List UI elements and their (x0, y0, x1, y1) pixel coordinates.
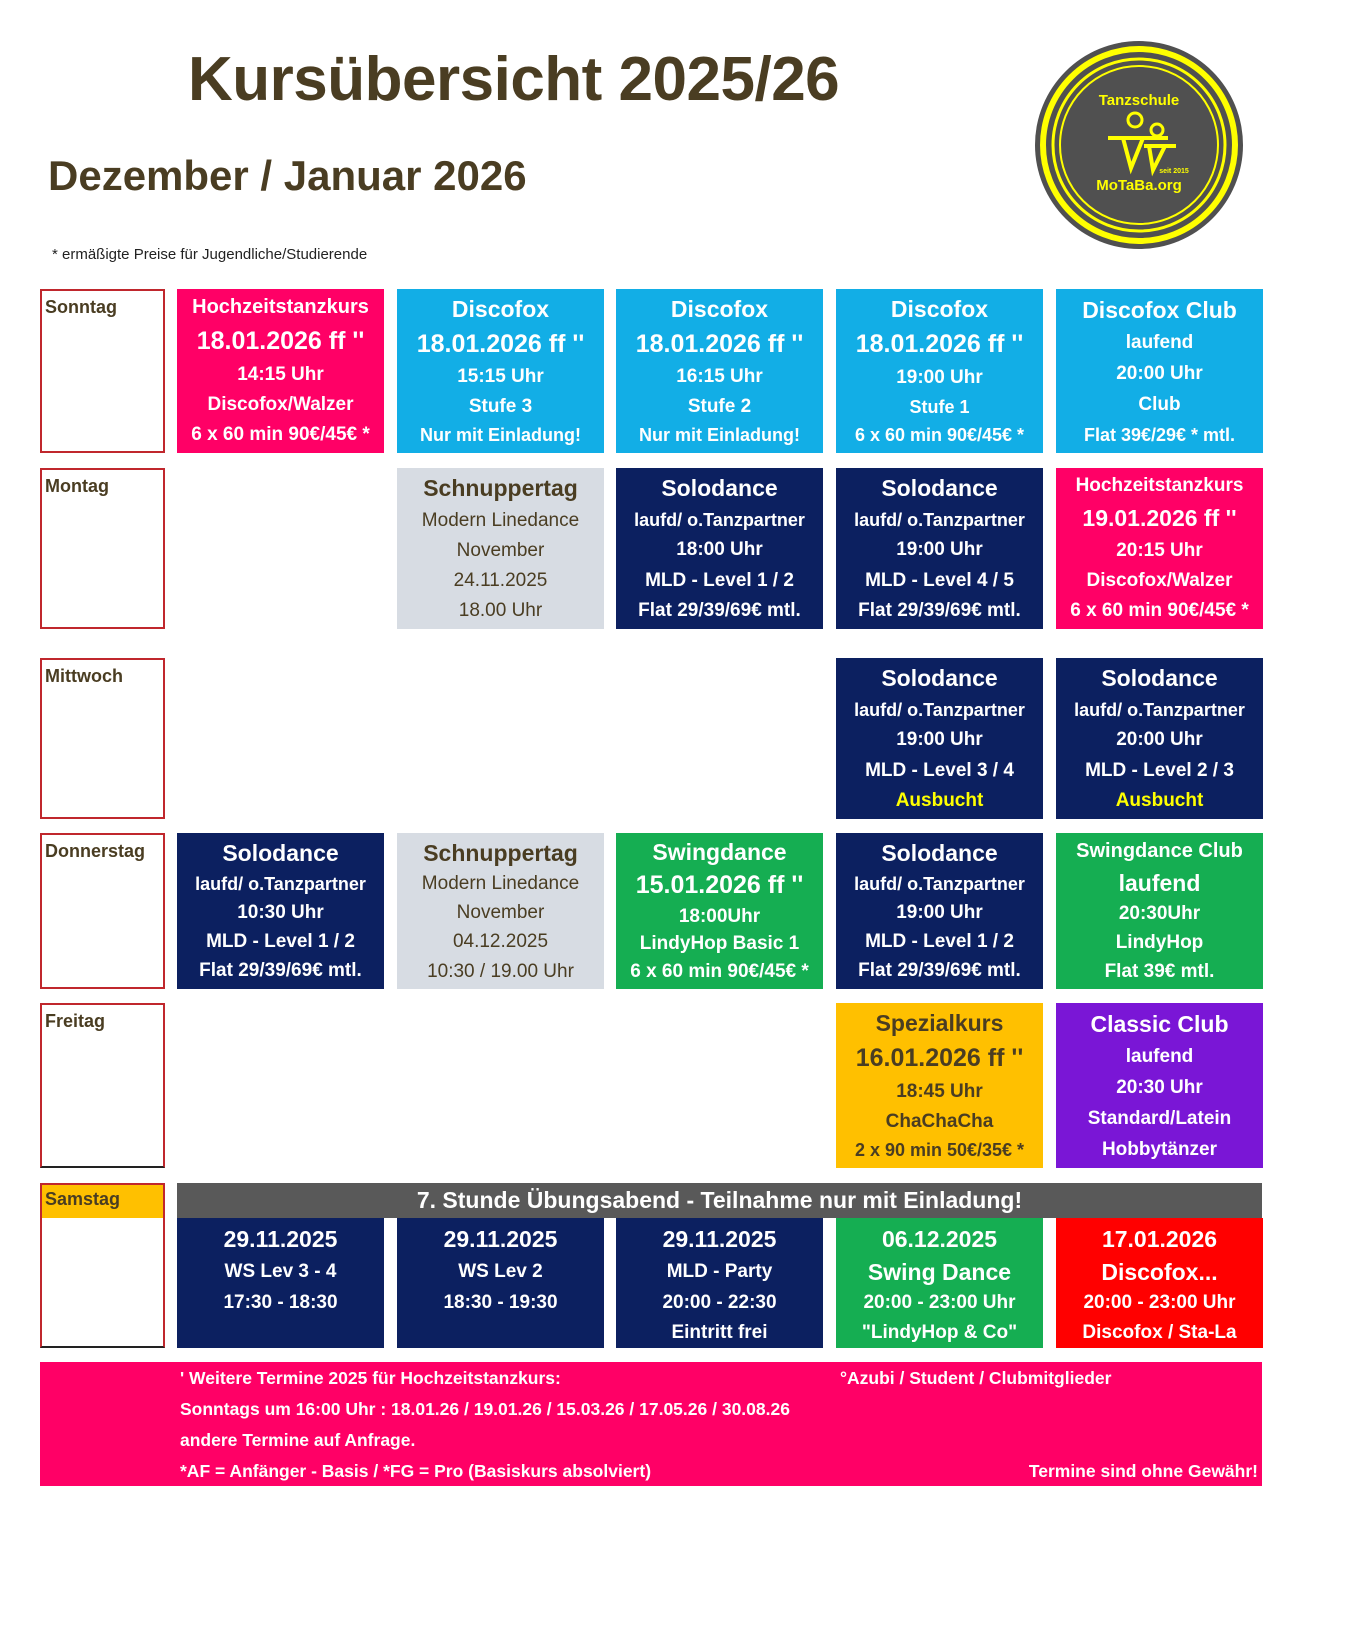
course-subtitle: laufd/ o.Tanzpartner (854, 510, 1025, 531)
course-date: 04.12.2025 (452, 931, 549, 953)
event-date: 29.11.2025 (443, 1226, 558, 1252)
course-title: Solodance (881, 665, 998, 692)
course-subtitle: laufd/ o.Tanzpartner (634, 510, 805, 531)
course-level: LindyHop Basic 1 (639, 933, 800, 955)
course-time: 10:30 Uhr (237, 901, 324, 923)
course-title: Solodance (1101, 665, 1218, 692)
course-time: 19:00 Uhr (896, 729, 983, 751)
course-style: Discofox/Walzer (207, 394, 354, 416)
course-date: 15.01.2026 ff '' (635, 871, 804, 900)
svg-text:Tanzschule: Tanzschule (1098, 92, 1180, 109)
event-swing-dance (836, 1218, 1043, 1348)
course-date: 18.01.2026 ff '' (196, 327, 365, 356)
course-time: 20:30 Uhr (1116, 1076, 1203, 1098)
event-ws-lev-3-4 (177, 1218, 384, 1348)
course-classic-club (1056, 1003, 1263, 1168)
day-montag (40, 468, 165, 629)
course-title: Swingdance Club (1076, 839, 1243, 862)
course-title: Hochzeitstanzkurs (1075, 475, 1244, 497)
footer-level-legend: *AF = Anfänger - Basis / *FG = Pro (Basiskurs absolviert) (180, 1461, 652, 1481)
event-title: MLD - Party (666, 1261, 773, 1282)
event-note: "LindyHop & Co" (861, 1322, 1018, 1343)
course-status: laufend (1125, 1045, 1194, 1067)
footer-on-request: andere Termine auf Anfrage. (180, 1430, 416, 1450)
course-time: 19:00 Uhr (896, 366, 983, 388)
practice-evening-banner: 7. Stunde Übungsabend - Teilnahme nur mit Einladung! (177, 1183, 1262, 1218)
course-solodance-mittwoch-1900 (836, 658, 1043, 819)
course-style: Modern Linedance (421, 509, 580, 531)
course-level: MLD - Level 1 / 2 (645, 569, 794, 591)
course-solodance-montag-1800 (616, 468, 823, 629)
logo (1031, 40, 1247, 250)
course-title: Discofox Club (1082, 296, 1237, 323)
course-time: 15:15 Uhr (457, 366, 544, 388)
course-schnuppertag-montag (397, 468, 604, 629)
course-solodance-donnerstag-1030 (177, 833, 384, 989)
course-solodance-mittwoch-2000 (1056, 658, 1263, 819)
event-time: 20:00 - 23:00 Uhr (863, 1292, 1016, 1313)
day-label: Samstag (42, 1185, 163, 1218)
course-solodance-montag-1900 (836, 468, 1043, 629)
course-price: Flat 29/39/69€ mtl. (199, 960, 362, 982)
footer-notes (40, 1362, 1262, 1486)
event-time: 20:00 - 23:00 Uhr (1083, 1292, 1236, 1313)
course-discofox-club (1056, 289, 1263, 453)
svg-text:MoTaBa.org: MoTaBa.org (1096, 177, 1182, 194)
course-price: 6 x 60 min 90€/45€ * (630, 961, 809, 983)
course-title: Swingdance (652, 838, 787, 865)
course-date: 19.01.2026 ff '' (1082, 505, 1237, 532)
course-title: Solodance (661, 475, 778, 502)
course-time: 16:15 Uhr (676, 366, 763, 388)
course-date: 24.11.2025 (453, 569, 548, 591)
page-title: Kursübersicht 2025/26 (188, 45, 840, 114)
course-level: MLD - Level 4 / 5 (865, 569, 1014, 591)
course-price: 6 x 60 min 90€/45€ * (191, 424, 370, 446)
course-time: 14:15 Uhr (237, 364, 324, 386)
course-date: 18.01.2026 ff '' (635, 329, 804, 358)
course-time: 20:00 Uhr (1116, 729, 1203, 751)
course-title: Solodance (881, 475, 998, 502)
course-solodance-donnerstag-1900 (836, 833, 1043, 989)
course-discofox-stufe2 (616, 289, 823, 453)
footer-disclaimer: Termine sind ohne Gewähr! (1028, 1461, 1258, 1481)
course-time: 20:30Uhr (1118, 902, 1201, 924)
course-style: ChaChaCha (885, 1110, 994, 1132)
event-title: WS Lev 2 (458, 1261, 543, 1282)
course-month: November (456, 902, 545, 924)
event-date: 29.11.2025 (223, 1226, 338, 1252)
course-price: Flat 29/39/69€ mtl. (858, 960, 1021, 982)
course-subtitle: laufd/ o.Tanzpartner (854, 873, 1025, 894)
course-price: 2 x 90 min 50€/35€ * (854, 1140, 1025, 1161)
course-level: MLD - Level 1 / 2 (865, 931, 1014, 953)
event-discofox (1056, 1218, 1263, 1348)
course-price: 6 x 60 min 90€/45€ * (1070, 600, 1249, 622)
course-hochzeitstanzkurs-montag (1056, 468, 1263, 629)
course-discofox-stufe3 (397, 289, 604, 453)
course-style: Modern Linedance (421, 873, 580, 895)
course-time: 18.00 Uhr (458, 600, 543, 622)
course-level: MLD - Level 1 / 2 (206, 931, 355, 953)
course-time: 19:00 Uhr (896, 539, 983, 561)
footer-discount-note: °Azubi / Student / Clubmitglieder (840, 1368, 1112, 1388)
course-title: Discofox (451, 295, 550, 322)
course-level: Stufe 3 (468, 395, 533, 417)
course-price: Flat 29/39/69€ mtl. (858, 599, 1021, 621)
day-label: Sonntag (45, 297, 117, 317)
course-price: Flat 39€/29€ * mtl. (1083, 424, 1236, 445)
event-note: Discofox / Sta-La (1082, 1322, 1237, 1343)
course-price: 6 x 60 min 90€/45€ * (854, 425, 1025, 446)
course-hochzeitstanzkurs-sonntag (177, 289, 384, 453)
course-status: laufend (1118, 869, 1201, 896)
sold-out-badge: Ausbucht (895, 789, 984, 811)
day-sonntag (40, 289, 165, 453)
sold-out-badge: Ausbucht (1115, 789, 1204, 811)
day-label: Freitag (45, 1011, 106, 1031)
course-title: Schnuppertag (423, 839, 578, 866)
event-ws-lev-2 (397, 1218, 604, 1348)
event-title: WS Lev 3 - 4 (224, 1261, 337, 1282)
course-discofox-stufe1 (836, 289, 1043, 453)
day-samstag (40, 1183, 165, 1348)
course-price: Flat 39€ mtl. (1104, 960, 1215, 982)
course-time: 18:00 Uhr (676, 539, 763, 561)
course-level: Stufe 2 (687, 395, 752, 417)
page-subtitle: Dezember / Januar 2026 (48, 152, 527, 199)
course-swingdance (616, 833, 823, 989)
day-donnerstag (40, 833, 165, 989)
event-date: 29.11.2025 (662, 1226, 777, 1252)
day-label: Montag (45, 476, 109, 496)
course-level: MLD - Level 3 / 4 (865, 759, 1014, 781)
course-title: Schnuppertag (423, 475, 578, 502)
course-time: 10:30 / 19.00 Uhr (427, 960, 574, 982)
course-title: Hochzeitstanzkurs (192, 296, 369, 319)
course-style: Standard/Latein (1087, 1107, 1232, 1129)
course-schnuppertag-donnerstag (397, 833, 604, 989)
course-time: 19:00 Uhr (896, 901, 983, 923)
event-mld-party (616, 1218, 823, 1348)
price-note: * ermäßigte Preise für Jugendliche/Studierende (52, 246, 368, 263)
course-time: 20:00 Uhr (1116, 362, 1203, 384)
day-freitag (40, 1003, 165, 1168)
event-note: Eintritt frei (671, 1322, 768, 1343)
day-label: Donnerstag (45, 841, 146, 861)
course-date: 18.01.2026 ff '' (416, 329, 585, 358)
course-swingdance-club (1056, 833, 1263, 989)
day-label: Mittwoch (45, 666, 123, 686)
course-time: 20:15 Uhr (1116, 539, 1203, 561)
course-audience: Hobbytänzer (1101, 1138, 1218, 1160)
course-style: LindyHop (1115, 931, 1204, 953)
course-title: Discofox (890, 295, 989, 322)
course-date: 18.01.2026 ff '' (855, 330, 1024, 359)
course-title: Discofox (670, 295, 769, 322)
course-status: laufend (1125, 332, 1194, 354)
course-level: MLD - Level 2 / 3 (1085, 759, 1234, 781)
event-time: 18:30 - 19:30 (443, 1292, 558, 1313)
svg-text:seit 2015: seit 2015 (1159, 168, 1189, 175)
course-note: Nur mit Einladung! (639, 425, 800, 446)
course-level: Club (1138, 393, 1181, 415)
course-time: 18:00Uhr (678, 905, 761, 927)
course-subtitle: laufd/ o.Tanzpartner (195, 873, 366, 894)
footer-wedding-dates: Sonntags um 16:00 Uhr : 18.01.26 / 19.01.26 / 15.03.26 / 17.05.26 / 30.08.26 (180, 1399, 790, 1419)
course-title: Solodance (881, 839, 998, 866)
event-title: Discofox... (1101, 1259, 1218, 1285)
dancers-logo-icon (1031, 40, 1247, 250)
course-month: November (456, 539, 545, 561)
event-date: 06.12.2025 (881, 1226, 998, 1252)
footer-wedding-dates-heading: ' Weitere Termine 2025 für Hochzeitstanzkurs: (180, 1368, 561, 1388)
event-title: Swing Dance (867, 1259, 1012, 1285)
course-subtitle: laufd/ o.Tanzpartner (1074, 700, 1245, 721)
course-title: Solodance (222, 839, 339, 866)
course-date: 16.01.2026 ff '' (855, 1044, 1024, 1073)
day-mittwoch (40, 658, 165, 819)
event-date: 17.01.2026 (1101, 1226, 1218, 1252)
course-time: 18:45 Uhr (896, 1080, 983, 1102)
course-subtitle: laufd/ o.Tanzpartner (854, 700, 1025, 721)
course-note: Nur mit Einladung! (420, 425, 581, 446)
event-time: 20:00 - 22:30 (662, 1292, 777, 1313)
course-title: Classic Club (1090, 1010, 1229, 1037)
course-price: Flat 29/39/69€ mtl. (638, 599, 801, 621)
course-style: Discofox/Walzer (1086, 569, 1233, 591)
event-time: 17:30 - 18:30 (223, 1292, 338, 1313)
course-level: Stufe 1 (909, 396, 970, 417)
course-title: Spezialkurs (875, 1009, 1004, 1036)
course-spezialkurs (836, 1003, 1043, 1168)
